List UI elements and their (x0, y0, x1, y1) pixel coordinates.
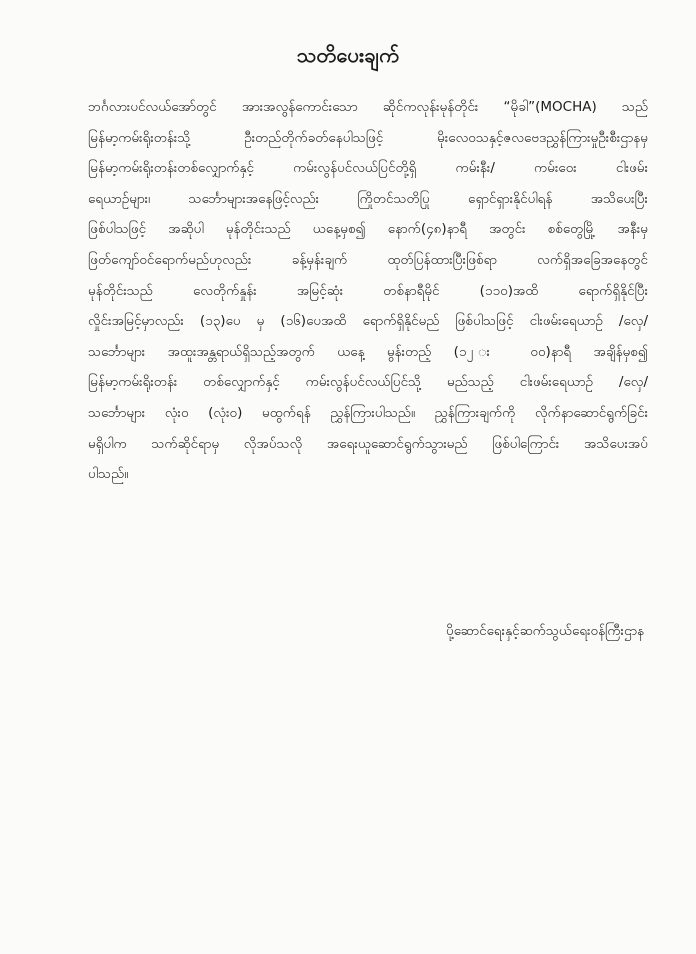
body-line: ဖြတ်ကျော်ဝင်ရောက်မည်ဟုလည်း ခန့်မှန်းချက် ထုတ်ပြန်ထားပြီးဖြစ်ရာ လက်ရှိအခြေအနေတွင် (88, 251, 648, 268)
body-line: ဘင်္ဂလားပင်လယ်အော်တွင် အားအလွန်ကောင်းသော ဆိုင်ကလုန်းမုန်တိုင်း “မိုခါ”(MOCHA) သည် (88, 99, 648, 115)
body-line: သင်္ဘောများ လုံး၀ (လုံး၀) မထွက်ရန် ညွှန်ကြားပါသည်။ ညွှန်ကြားချက်ကို လိုက်နာဆောင်ရွက်ခြင်း (88, 404, 648, 421)
document-title: သတိပေးချက် (296, 43, 400, 67)
body-line: မြန်မာ့ကမ်းရိုးတန်းတစ်လျှောက်နှင့် ကမ်းလွန်ပင်လယ်ပြင်တို့ရှိ ကမ်းနီး/ ကမ်းဝေး ငါးဖမ်း (88, 160, 648, 177)
body-line: သင်္ဘောများ အထူးအန္တရာယ်ရှိသည့်အတွက် ယနေ့ မွန်းတည့် (၁၂ း ၀၀)နာရီ အချိန်မှစ၍ (88, 343, 648, 360)
body-line: ရေယာဉ်များ၊ သင်္ဘောများအနေဖြင့်လည်း ကြိုတင်သတိပြု ရှောင်ရှားနိုင်ပါရန် အသိပေးပြီး (88, 190, 648, 207)
body-line: မရှိပါက သက်ဆိုင်ရာမှ လိုအပ်သလို အရေးယူဆောင်ရွက်သွားမည် ဖြစ်ပါကြောင်း အသိပေးအပ် (88, 435, 648, 452)
signature-ministry: ပို့ဆောင်ရေးနှင့်ဆက်သွယ်ရေးဝန်ကြီးဌာန (446, 623, 644, 639)
body-line: လှိုင်းအမြင့်မှာလည်း (၁၃)ပေ မှ (၁၆)ပေအထိ ရောက်ရှိနိုင်မည် ဖြစ်ပါသဖြင့် ငါးဖမ်းရေယာဉ် /လှေ/ (88, 313, 648, 330)
body-line: မြန်မာ့ကမ်းရိုးတန်း တစ်လျှောက်နှင့် ကမ်းလွန်ပင်လယ်ပြင်သို့ မည်သည့် ငါးဖမ်းရေယာဉ် /လှေ/ (88, 374, 648, 391)
body-line: ဖြစ်ပါသဖြင့် အဆိုပါ မုန်တိုင်းသည် ယနေ့မှစ၍ နောက်(၄၈)နာရီ အတွင်း စစ်တွေမြို့ အနီးမှ (88, 221, 648, 238)
body-line: ပါသည်။ (88, 466, 129, 483)
notice-body (88, 92, 648, 490)
body-line: မြန်မာ့ကမ်းရိုးတန်းသို့ ဦးတည်တိုက်ခတ်နေပါသဖြင့် မိုးလေဝသနှင့်ဇလဗေဒညွှန်ကြားမှုဦးစီးဌာနမှ (88, 129, 648, 146)
body-line: မုန်တိုင်းသည် လေတိုက်နှုန်း အမြင့်ဆုံး တစ်နာရီမိုင် (၁၁၀)အထိ ရောက်ရှိနိုင်ပြီး (88, 282, 648, 299)
